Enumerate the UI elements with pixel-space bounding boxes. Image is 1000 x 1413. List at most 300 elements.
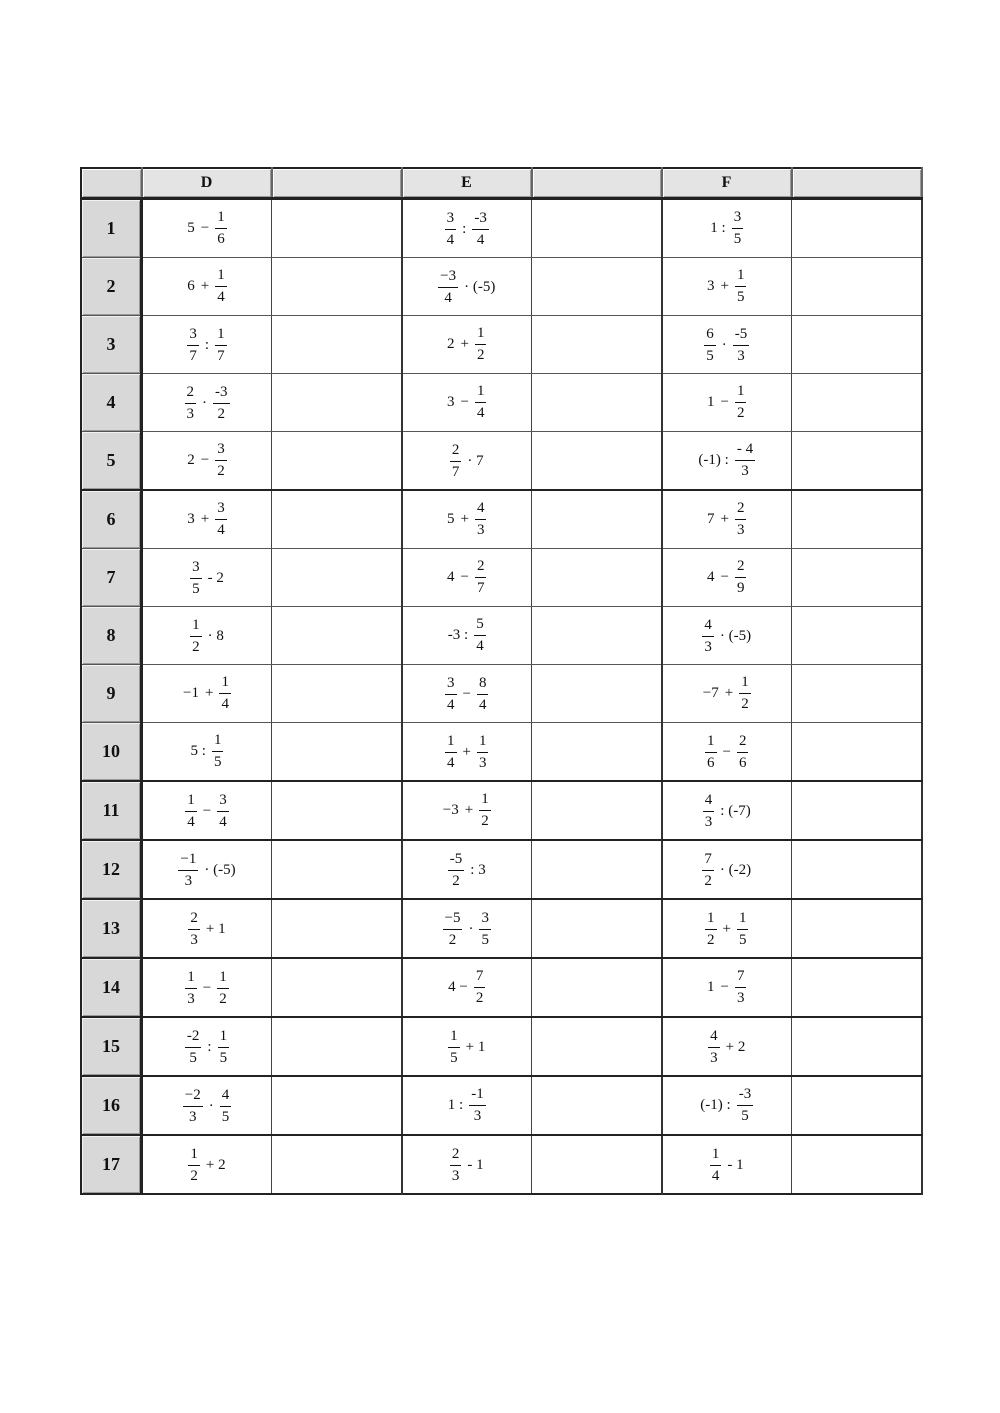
fraction-denominator: 2	[448, 931, 457, 948]
math-expression	[707, 384, 746, 421]
fraction	[213, 385, 230, 422]
fraction-numerator: 3	[190, 560, 202, 579]
fraction-denominator: 2	[192, 638, 200, 655]
fraction-denominator: 4	[711, 1167, 720, 1184]
answer-cell-f[interactable]	[792, 549, 922, 607]
math-expression	[708, 1029, 745, 1066]
row-number: 2	[81, 258, 142, 316]
row-number: 14	[81, 958, 142, 1017]
fraction-denominator: 5	[481, 931, 489, 948]
expression-term: −	[720, 394, 729, 410]
column-header-d-answer	[272, 168, 402, 199]
fraction-numerator: - 4	[735, 442, 755, 461]
math-expression	[185, 970, 228, 1007]
expression-term: + 1	[205, 920, 226, 937]
math-expression	[185, 1029, 229, 1066]
math-expression	[710, 1147, 744, 1184]
exercise-cell-d	[142, 549, 272, 607]
fraction-numerator: 4	[703, 793, 715, 812]
exercise-cell-f	[662, 781, 792, 840]
answer-cell-d[interactable]	[272, 549, 402, 607]
table-row	[81, 1076, 922, 1135]
expression-term: 1	[707, 979, 715, 995]
fraction-numerator: 1	[475, 384, 487, 403]
exercise-cell-f	[662, 549, 792, 607]
fraction	[215, 442, 227, 479]
fraction-denominator: 4	[187, 813, 195, 830]
fraction-numerator: 1	[215, 327, 227, 346]
expression-term: 1 :	[447, 1097, 464, 1113]
answer-cell-d[interactable]	[272, 958, 402, 1017]
expression-term: 1 :	[710, 220, 726, 236]
fraction-denominator: 2	[741, 696, 749, 712]
fraction	[474, 969, 486, 1006]
math-expression	[187, 442, 226, 479]
fraction-numerator: 1	[215, 268, 227, 287]
math-expression	[443, 911, 491, 948]
fraction	[183, 1088, 203, 1125]
expression-term: · (-2)	[719, 861, 752, 878]
math-expression	[448, 617, 486, 654]
fraction-numerator: 7	[474, 969, 486, 988]
answer-cell-d[interactable]	[272, 899, 402, 958]
answer-cell-d[interactable]	[272, 490, 402, 549]
math-expression	[450, 1147, 484, 1184]
exercise-cell-d	[142, 432, 272, 491]
fraction	[475, 559, 487, 596]
expression-term: +	[720, 278, 729, 294]
exercise-cell-d	[142, 958, 272, 1017]
table-row	[81, 723, 922, 782]
expression-term: −	[462, 685, 471, 702]
math-expression	[705, 911, 748, 948]
expression-term: : (-7)	[720, 802, 751, 819]
expression-term: ·	[468, 920, 474, 937]
fraction	[735, 268, 747, 305]
fraction-denominator: 2	[217, 463, 225, 479]
answer-cell-f[interactable]	[792, 840, 922, 899]
answer-cell-e[interactable]	[532, 723, 662, 782]
math-expression	[448, 852, 486, 889]
fraction-numerator: 1	[218, 1029, 230, 1048]
answer-cell-e[interactable]	[532, 958, 662, 1017]
exercise-cell-f	[662, 899, 792, 958]
fraction-denominator: 2	[707, 931, 715, 948]
fraction-numerator: 6	[704, 327, 716, 346]
fraction-denominator: 9	[736, 580, 745, 596]
fraction-numerator: -5	[448, 852, 465, 871]
table-row	[81, 1017, 922, 1076]
answer-cell-d[interactable]	[272, 316, 402, 374]
exercise-cell-f	[662, 199, 792, 258]
fraction-denominator: 2	[452, 872, 460, 889]
expression-term: ·	[721, 336, 727, 353]
fraction-numerator: 4	[702, 618, 714, 637]
exercise-cell-f	[662, 432, 792, 491]
expression-term: 1	[707, 394, 715, 410]
answer-cell-d[interactable]	[272, 840, 402, 899]
fraction	[450, 443, 462, 480]
expression-term: + 2	[725, 1038, 746, 1055]
math-expression	[187, 268, 226, 305]
fraction-denominator: 2	[476, 347, 485, 363]
math-expression	[438, 269, 495, 306]
fraction	[735, 501, 747, 538]
answer-cell-f[interactable]	[792, 374, 922, 432]
exercise-cell-e	[402, 490, 532, 549]
answer-cell-f[interactable]	[792, 607, 922, 665]
expression-term: +	[722, 920, 731, 937]
math-expression	[447, 326, 486, 363]
math-expression	[705, 734, 748, 771]
answer-cell-d[interactable]	[272, 374, 402, 432]
answer-cell-e[interactable]	[532, 316, 662, 374]
fraction-numerator: 3	[445, 211, 457, 230]
row-number: 5	[81, 432, 142, 491]
expression-term: 5	[447, 511, 455, 527]
fraction-denominator: 4	[478, 696, 487, 713]
answer-cell-e[interactable]	[532, 899, 662, 958]
math-expression	[702, 852, 751, 889]
expression-term: +	[720, 511, 729, 527]
row-number: 12	[81, 840, 142, 899]
answer-cell-e[interactable]	[532, 781, 662, 840]
expression-term: ·	[208, 1097, 214, 1114]
answer-cell-e[interactable]	[532, 549, 662, 607]
table-row	[81, 899, 922, 958]
answer-cell-f[interactable]	[792, 1076, 922, 1135]
fraction-denominator: 4	[444, 289, 452, 306]
expression-term: −	[720, 569, 729, 585]
fraction	[735, 559, 747, 596]
fraction-denominator: 3	[186, 405, 194, 422]
fraction-numerator: 8	[477, 676, 489, 695]
answer-cell-d[interactable]	[272, 665, 402, 723]
fraction	[739, 675, 751, 712]
expression-term: 3	[707, 278, 715, 294]
row-number: 8	[81, 607, 142, 665]
fraction-numerator: 3	[217, 793, 229, 812]
answer-cell-e[interactable]	[532, 490, 662, 549]
fraction-denominator: 5	[219, 1049, 228, 1066]
fraction-numerator: 1	[445, 734, 457, 753]
fraction-denominator: 7	[189, 347, 197, 364]
answer-cell-e[interactable]	[532, 258, 662, 316]
fraction-denominator: 3	[737, 347, 745, 364]
exercise-cell-f	[662, 316, 792, 374]
math-expression	[183, 675, 231, 712]
expression-term: (-1) :	[700, 1097, 731, 1113]
exercise-cell-e	[402, 1135, 532, 1194]
answer-cell-d[interactable]	[272, 1135, 402, 1194]
fraction	[450, 1147, 462, 1184]
fraction-numerator: 3	[732, 210, 744, 229]
expression-term: +	[200, 511, 210, 527]
column-header-f-answer	[792, 168, 922, 199]
answer-cell-e[interactable]	[532, 432, 662, 491]
table-row	[81, 490, 922, 549]
fraction	[190, 560, 202, 597]
fraction-denominator: 4	[476, 638, 484, 654]
table-row	[81, 549, 922, 607]
expression-term: ·	[202, 394, 207, 411]
fraction	[438, 269, 458, 306]
fraction-denominator: 2	[736, 405, 745, 421]
fraction	[469, 1087, 486, 1124]
answer-cell-d[interactable]	[272, 781, 402, 840]
answer-cell-f[interactable]	[792, 1135, 922, 1194]
column-header-d: D	[142, 168, 272, 199]
math-expression	[447, 384, 486, 421]
table-row	[81, 374, 922, 432]
row-number: 10	[81, 723, 142, 782]
fraction-denominator: 3	[187, 990, 195, 1007]
fraction	[448, 1029, 460, 1066]
math-expression	[188, 1147, 225, 1184]
fraction	[219, 675, 231, 712]
answer-cell-e[interactable]	[532, 665, 662, 723]
exercise-cell-d	[142, 899, 272, 958]
expression-term: +	[724, 685, 734, 701]
table-row	[81, 199, 922, 258]
fraction-denominator: 2	[475, 990, 484, 1006]
table-row	[81, 607, 922, 665]
column-header-e-answer	[532, 168, 662, 199]
expression-term: 3	[447, 394, 455, 410]
answer-cell-d[interactable]	[272, 723, 402, 782]
fraction-numerator: -1	[469, 1087, 486, 1106]
expression-term: 4	[707, 569, 715, 585]
answer-cell-f[interactable]	[792, 432, 922, 491]
exercise-cell-e	[402, 258, 532, 316]
column-header-f: F	[662, 168, 792, 199]
exercise-cell-d	[142, 258, 272, 316]
fraction	[475, 501, 487, 538]
fraction-denominator: 3	[190, 931, 198, 948]
expression-term: -3 :	[447, 627, 469, 643]
answer-cell-d[interactable]	[272, 258, 402, 316]
exercise-cell-d	[142, 1017, 272, 1076]
expression-term: +	[464, 802, 474, 818]
fraction-denominator: 3	[189, 1108, 197, 1125]
fraction	[445, 211, 457, 248]
fraction-numerator: 2	[450, 1147, 462, 1166]
fraction	[703, 793, 715, 830]
fraction-numerator: 2	[735, 559, 747, 578]
math-expression	[698, 442, 755, 479]
fraction-numerator: 1	[477, 734, 489, 753]
fraction	[705, 734, 717, 771]
exercise-cell-e	[402, 549, 532, 607]
answer-cell-e[interactable]	[532, 1135, 662, 1194]
exercise-cell-f	[662, 840, 792, 899]
exercise-cell-f	[662, 1076, 792, 1135]
expression-term: −	[202, 802, 212, 819]
row-number: 15	[81, 1017, 142, 1076]
fraction	[215, 327, 227, 364]
answer-cell-e[interactable]	[532, 199, 662, 258]
fraction-denominator: 3	[451, 1167, 460, 1184]
fraction-numerator: −2	[183, 1088, 203, 1107]
answer-cell-d[interactable]	[272, 607, 402, 665]
fraction-denominator: 3	[704, 813, 713, 830]
answer-cell-f[interactable]	[792, 665, 922, 723]
exercise-cell-e	[402, 899, 532, 958]
math-expression	[185, 793, 228, 830]
math-expression	[450, 443, 484, 480]
fraction-numerator: -3	[213, 385, 230, 404]
math-expression	[445, 676, 488, 713]
expression-term: −	[460, 569, 469, 585]
answer-cell-f[interactable]	[792, 958, 922, 1017]
expression-term: - 1	[467, 1156, 484, 1173]
expression-term: 3	[187, 511, 195, 527]
table-row	[81, 840, 922, 899]
expression-term: :	[204, 336, 210, 353]
table-row	[81, 432, 922, 491]
math-expression	[191, 733, 224, 770]
fraction-denominator: 5	[733, 231, 742, 247]
fraction-numerator: 1	[185, 970, 197, 989]
fraction	[472, 211, 489, 248]
fraction-denominator: 5	[736, 289, 745, 305]
exercise-cell-e	[402, 432, 532, 491]
fraction-denominator: 5	[450, 1049, 458, 1066]
row-number: 11	[81, 781, 142, 840]
answer-cell-d[interactable]	[272, 1076, 402, 1135]
expression-term: +	[460, 511, 469, 527]
fraction	[475, 384, 487, 421]
answer-cell-f[interactable]	[792, 723, 922, 782]
fraction	[702, 852, 714, 889]
expression-term: :	[462, 220, 467, 237]
fraction-numerator: -3	[737, 1087, 754, 1106]
fraction	[218, 1029, 230, 1066]
math-expression	[710, 210, 743, 247]
fraction-denominator: 2	[190, 1167, 198, 1184]
fraction-numerator: 2	[735, 501, 747, 520]
fraction-numerator: 4	[220, 1088, 232, 1107]
math-expression	[707, 268, 746, 305]
exercise-cell-f	[662, 665, 792, 723]
fraction	[178, 852, 198, 889]
expression-term: −1	[183, 685, 199, 701]
math-expression	[447, 501, 486, 538]
fraction	[477, 734, 489, 771]
exercise-cell-e	[402, 665, 532, 723]
math-expression	[447, 559, 486, 596]
fraction-denominator: 5	[189, 1049, 197, 1066]
answer-cell-e[interactable]	[532, 1017, 662, 1076]
expression-term: · 8	[207, 627, 224, 644]
worksheet-body	[81, 199, 922, 1195]
fraction-numerator: 1	[710, 1147, 722, 1166]
exercise-cell-d	[142, 1076, 272, 1135]
answer-cell-f[interactable]	[792, 316, 922, 374]
expression-term: −7	[702, 685, 719, 701]
fraction-denominator: 4	[476, 231, 485, 248]
math-expression	[448, 969, 485, 1006]
expression-term: 6	[187, 278, 195, 294]
answer-cell-e[interactable]	[532, 840, 662, 899]
fraction	[737, 1087, 754, 1124]
fraction	[185, 385, 197, 422]
fraction-numerator: 5	[474, 617, 486, 636]
fraction	[187, 327, 199, 364]
fraction-denominator: 4	[476, 405, 485, 421]
row-number: 3	[81, 316, 142, 374]
fraction	[705, 911, 717, 948]
exercise-cell-d	[142, 781, 272, 840]
answer-cell-f[interactable]	[792, 258, 922, 316]
answer-cell-e[interactable]	[532, 1076, 662, 1135]
corner-header-cell	[81, 168, 142, 199]
answer-cell-f[interactable]	[792, 199, 922, 258]
fraction-numerator: 1	[215, 210, 227, 229]
fraction	[735, 969, 747, 1006]
answer-cell-f[interactable]	[792, 1017, 922, 1076]
fraction-numerator: −5	[443, 911, 463, 930]
fraction	[217, 970, 229, 1007]
fraction-denominator: 4	[217, 522, 225, 538]
exercise-cell-e	[402, 607, 532, 665]
fraction-numerator: 2	[737, 734, 749, 753]
fraction-denominator: 2	[219, 990, 227, 1007]
fraction-numerator: 3	[215, 501, 227, 520]
fraction-numerator: 1	[705, 911, 717, 930]
fraction-denominator: 2	[704, 872, 712, 889]
math-expression	[190, 618, 224, 655]
fraction-denominator: 3	[741, 463, 749, 479]
answer-cell-f[interactable]	[792, 781, 922, 840]
fraction-numerator: 3	[445, 676, 457, 695]
fraction-denominator: 4	[221, 696, 229, 712]
fraction	[732, 210, 744, 247]
fraction-numerator: 1	[212, 733, 224, 752]
column-header-row	[81, 168, 922, 199]
expression-term: +	[460, 336, 469, 352]
fraction	[702, 618, 714, 655]
fraction-denominator: 6	[707, 754, 715, 771]
fraction-denominator: 5	[221, 1108, 230, 1125]
answer-cell-f[interactable]	[792, 490, 922, 549]
fraction	[474, 617, 486, 654]
expression-term: - 2	[207, 569, 224, 586]
answer-cell-d[interactable]	[272, 199, 402, 258]
fraction-numerator: 1	[735, 268, 747, 287]
answer-cell-e[interactable]	[532, 607, 662, 665]
fraction-denominator: 5	[192, 580, 200, 597]
answer-cell-f[interactable]	[792, 899, 922, 958]
fraction	[190, 618, 202, 655]
table-row	[81, 665, 922, 723]
exercise-cell-f	[662, 1017, 792, 1076]
fraction-numerator: 7	[735, 969, 747, 988]
math-expression	[188, 911, 225, 948]
math-expression	[707, 559, 746, 596]
fraction-numerator: -3	[472, 211, 489, 230]
fraction-denominator: 5	[706, 347, 714, 364]
answer-cell-d[interactable]	[272, 432, 402, 491]
fraction	[708, 1029, 720, 1066]
math-expression	[183, 1088, 231, 1125]
exercise-cell-f	[662, 607, 792, 665]
math-expression	[445, 211, 489, 248]
math-expression	[443, 792, 491, 829]
fraction-denominator: 7	[451, 463, 460, 480]
answer-cell-e[interactable]	[532, 374, 662, 432]
answer-cell-d[interactable]	[272, 1017, 402, 1076]
